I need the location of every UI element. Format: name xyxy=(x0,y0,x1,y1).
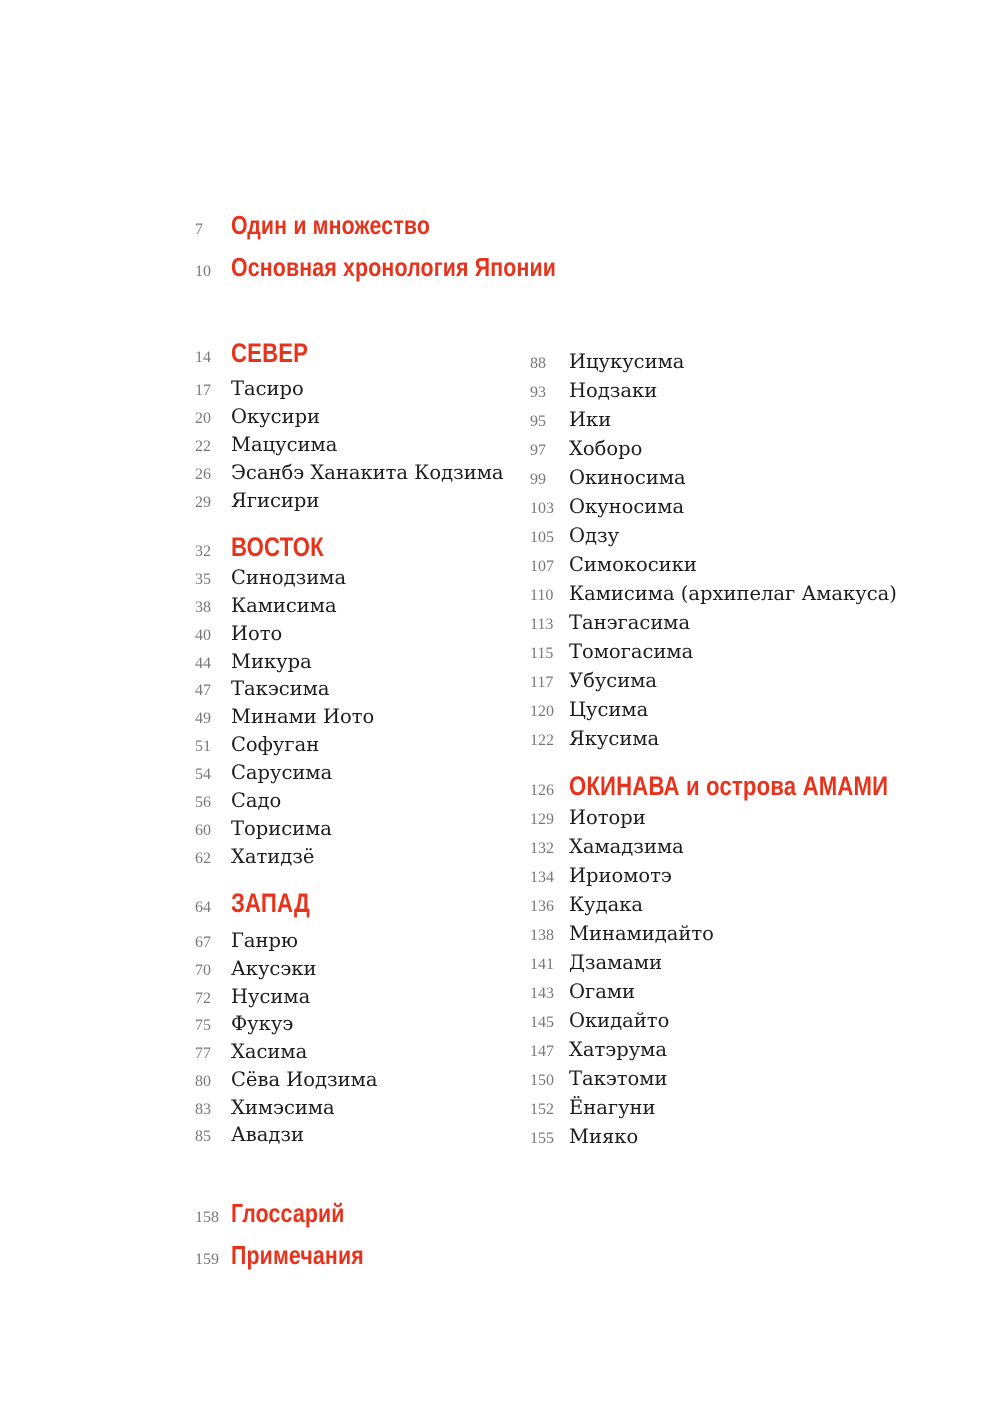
toc-entry xyxy=(195,677,329,700)
entry-name: Ириомотэ xyxy=(569,864,672,887)
page-number: 10 xyxy=(195,263,211,280)
page-number: 150 xyxy=(530,1072,554,1089)
entry-name: Мияко xyxy=(569,1125,639,1148)
toc-entry xyxy=(195,1096,335,1119)
page-number: 38 xyxy=(195,599,211,616)
page-number: 113 xyxy=(530,616,554,633)
entry-name: Иотори xyxy=(569,806,646,829)
toc-entry xyxy=(530,408,611,431)
toc-heading-row xyxy=(195,1198,370,1229)
entry-name: Нодзаки xyxy=(569,379,658,402)
section-title: ЗАПАД xyxy=(231,888,310,918)
page-number: 44 xyxy=(195,655,211,672)
toc-heading: Примечания xyxy=(231,1240,364,1270)
toc-entry xyxy=(195,845,314,868)
toc-entry xyxy=(195,1123,304,1146)
page-number: 115 xyxy=(530,645,554,662)
entry-name: Симокосики xyxy=(569,553,697,576)
page-number: 134 xyxy=(530,869,554,886)
toc-heading: Основная хронология Японии xyxy=(231,252,557,282)
page-number: 51 xyxy=(195,738,211,755)
page-number: 47 xyxy=(195,682,211,699)
toc-entry xyxy=(195,957,316,980)
entry-name: Камисима xyxy=(231,594,337,617)
page-number: 155 xyxy=(530,1130,554,1147)
toc-entry xyxy=(530,640,693,663)
entry-name: Окуносима xyxy=(569,495,685,518)
page-number: 60 xyxy=(195,822,211,839)
toc-heading-row xyxy=(195,1240,393,1271)
page-number: 152 xyxy=(530,1101,554,1118)
entry-name: Одзу xyxy=(569,524,620,547)
toc-entry xyxy=(195,622,282,645)
page-number: 77 xyxy=(195,1045,211,1062)
section-title: ОКИНАВА и острова АМАМИ xyxy=(569,771,889,801)
page-number: 26 xyxy=(195,466,211,483)
toc-entry xyxy=(530,893,643,916)
toc-entry xyxy=(195,566,346,589)
toc-entry xyxy=(530,698,648,721)
entry-name: Эсанбэ Ханакита Кодзима xyxy=(231,461,504,484)
toc-heading: Один и множество xyxy=(231,210,431,240)
entry-name: Софуган xyxy=(231,733,320,756)
toc-entry xyxy=(195,789,281,812)
toc-entry xyxy=(530,1038,667,1061)
page-number: 83 xyxy=(195,1101,211,1118)
page-number: 145 xyxy=(530,1014,554,1031)
entry-name: Акусэки xyxy=(231,957,317,980)
entry-name: Мацусима xyxy=(231,433,338,456)
page-number: 85 xyxy=(195,1128,211,1145)
toc-entry xyxy=(530,1009,669,1032)
page-number: 40 xyxy=(195,627,211,644)
entry-name: Танэгасима xyxy=(569,611,691,634)
entry-name: Иото xyxy=(231,622,283,645)
toc-heading: Глоссарий xyxy=(231,1198,345,1228)
section-title: ВОСТОК xyxy=(231,532,324,562)
toc-entry xyxy=(530,980,635,1003)
page-number: 105 xyxy=(530,529,554,546)
toc-entry xyxy=(195,705,374,728)
page-number: 122 xyxy=(530,732,554,749)
entry-name: Химэсима xyxy=(231,1096,335,1119)
entry-name: Хамадзима xyxy=(569,835,684,858)
toc-entry xyxy=(530,611,690,634)
entry-name: Якусима xyxy=(569,727,660,750)
page-number: 103 xyxy=(530,500,554,517)
page-number: 99 xyxy=(530,471,546,488)
page-number: 62 xyxy=(195,850,211,867)
page-number: 159 xyxy=(195,1251,219,1268)
toc-entry xyxy=(530,582,897,605)
entry-name: Ёнагуни xyxy=(569,1096,656,1119)
toc-entry xyxy=(530,922,714,945)
entry-name: Сёва Иодзима xyxy=(231,1068,378,1091)
page-number: 22 xyxy=(195,438,211,455)
page-number: 88 xyxy=(530,355,546,372)
page-number: 20 xyxy=(195,410,211,427)
entry-name: Микура xyxy=(231,650,312,673)
toc-entry xyxy=(195,433,337,456)
toc-entry xyxy=(195,817,332,840)
entry-name: Такэсима xyxy=(231,677,330,700)
toc-entry xyxy=(195,733,319,756)
page-number: 14 xyxy=(195,349,211,366)
toc-entry xyxy=(195,377,304,400)
toc-entry xyxy=(530,379,657,402)
entry-name: Огами xyxy=(569,980,635,1003)
page-number: 93 xyxy=(530,384,546,401)
entry-name: Хатэрума xyxy=(569,1038,667,1061)
page-number: 56 xyxy=(195,794,211,811)
entry-name: Авадзи xyxy=(231,1123,305,1146)
entry-name: Садо xyxy=(231,789,282,812)
entry-name: Окусири xyxy=(231,405,321,428)
page-number: 64 xyxy=(195,899,211,916)
toc-entry xyxy=(195,594,337,617)
entry-name: Окиносима xyxy=(569,466,686,489)
toc-entry xyxy=(530,466,686,489)
toc-entry xyxy=(530,524,619,547)
toc-entry xyxy=(195,929,298,952)
page-number: 70 xyxy=(195,962,211,979)
section-heading-west xyxy=(195,888,327,919)
entry-name: Минамидайто xyxy=(569,922,714,945)
toc-entry xyxy=(530,350,684,373)
page-number: 95 xyxy=(530,413,546,430)
entry-name: Ики xyxy=(569,408,612,431)
toc-entry xyxy=(530,727,659,750)
toc-heading-row xyxy=(195,210,474,241)
page-number: 17 xyxy=(195,382,211,399)
entry-name: Томогасима xyxy=(569,640,694,663)
toc-entry xyxy=(530,864,672,887)
page-number: 117 xyxy=(530,674,554,691)
page-number: 67 xyxy=(195,934,211,951)
page-number: 126 xyxy=(530,782,554,799)
page-number: 158 xyxy=(195,1209,219,1226)
page-number: 141 xyxy=(530,956,554,973)
page-number: 138 xyxy=(530,927,554,944)
toc-entry xyxy=(530,806,646,829)
page-number: 97 xyxy=(530,442,546,459)
entry-name: Торисима xyxy=(231,817,332,840)
toc-entry xyxy=(530,553,697,576)
toc-entry xyxy=(530,1067,667,1090)
toc-entry xyxy=(195,985,310,1008)
page-number: 49 xyxy=(195,710,211,727)
toc-entry xyxy=(530,669,657,692)
entry-name: Ицукусима xyxy=(569,350,685,373)
entry-name: Такэтоми xyxy=(569,1067,668,1090)
page-number: 72 xyxy=(195,990,211,1007)
page-number: 35 xyxy=(195,571,211,588)
page-number: 7 xyxy=(195,221,203,238)
entry-name: Цусима xyxy=(569,698,649,721)
entry-name: Хатидзё xyxy=(231,845,315,868)
page-number: 107 xyxy=(530,558,554,575)
section-heading-okinawa xyxy=(530,771,958,802)
toc-entry xyxy=(195,461,504,484)
page-number: 143 xyxy=(530,985,554,1002)
toc-entry xyxy=(530,495,684,518)
toc-entry xyxy=(195,1068,377,1091)
entry-name: Камисима (архипелаг Амакуса) xyxy=(569,582,897,605)
entry-name: Ягисири xyxy=(231,489,320,512)
toc-entry xyxy=(195,405,320,428)
page-number: 75 xyxy=(195,1017,211,1034)
toc-heading-row xyxy=(195,252,627,283)
section-heading-north xyxy=(195,338,325,369)
toc-entry xyxy=(195,489,319,512)
entry-name: Ганрю xyxy=(231,929,298,952)
toc-entry xyxy=(195,761,332,784)
entry-name: Дзамами xyxy=(569,951,663,974)
toc-entry xyxy=(530,437,642,460)
entry-name: Фукуэ xyxy=(231,1012,294,1035)
section-title: СЕВЕР xyxy=(231,338,309,368)
page-number: 110 xyxy=(530,587,554,604)
page-number: 129 xyxy=(530,811,554,828)
entry-name: Минами Иото xyxy=(231,705,375,728)
entry-name: Нусима xyxy=(231,985,311,1008)
toc-entry xyxy=(530,835,684,858)
entry-name: Хасима xyxy=(231,1040,308,1063)
page-number: 29 xyxy=(195,494,211,511)
toc-entry xyxy=(195,1012,293,1035)
section-heading-east xyxy=(195,532,344,563)
page-number: 120 xyxy=(530,703,554,720)
entry-name: Сарусима xyxy=(231,761,333,784)
page-number: 32 xyxy=(195,543,211,560)
entry-name: Окидайто xyxy=(569,1009,670,1032)
toc-entry xyxy=(530,1096,656,1119)
page-number: 136 xyxy=(530,898,554,915)
page-number: 80 xyxy=(195,1073,211,1090)
page-number: 147 xyxy=(530,1043,554,1060)
entry-name: Тасиро xyxy=(231,377,304,400)
entry-name: Синодзима xyxy=(231,566,347,589)
toc-entry xyxy=(530,1125,638,1148)
entry-name: Кудака xyxy=(569,893,644,916)
toc-entry xyxy=(195,650,312,673)
entry-name: Убусима xyxy=(569,669,658,692)
page-number: 132 xyxy=(530,840,554,857)
page-number: 54 xyxy=(195,766,211,783)
entry-name: Хоборо xyxy=(569,437,643,460)
toc-entry xyxy=(530,951,662,974)
toc-entry xyxy=(195,1040,307,1063)
